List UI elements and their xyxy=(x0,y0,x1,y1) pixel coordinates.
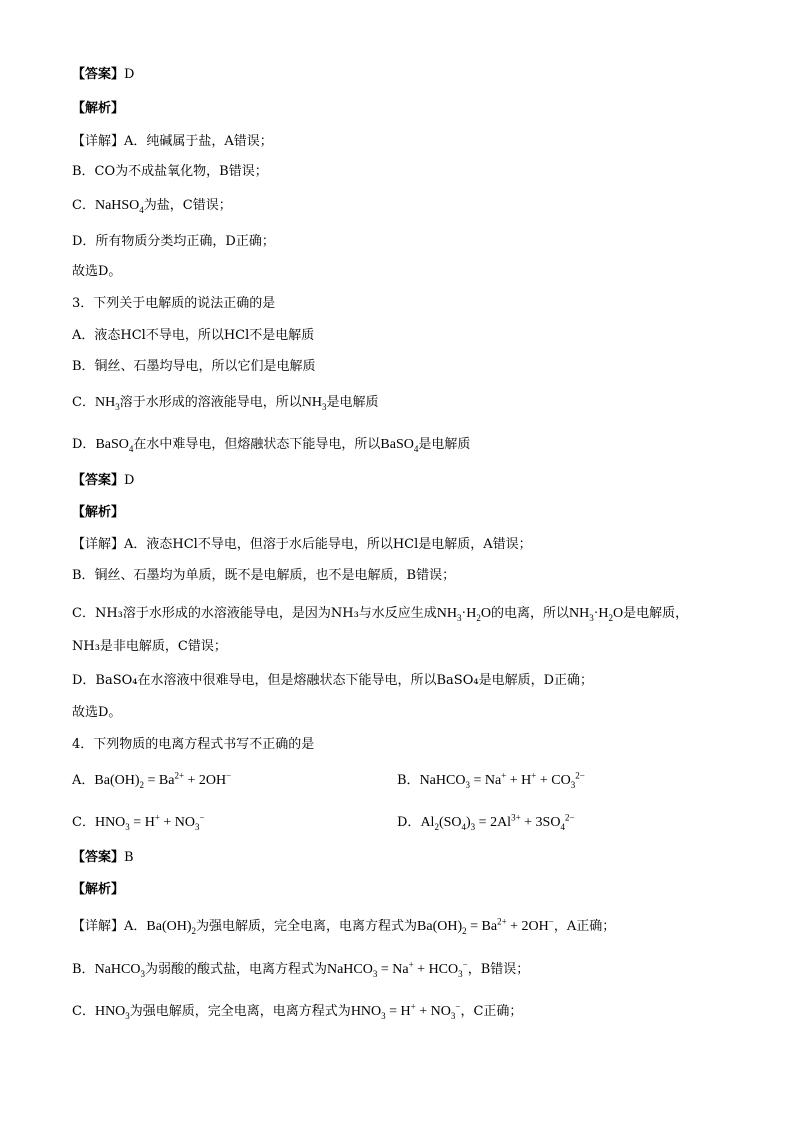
q3-detail-b: B．铜丝、石墨均为单质，既不是电解质，也不是电解质，B错误； xyxy=(72,568,456,583)
q2-analysis-tag: 【解析】 xyxy=(72,101,125,116)
q3-detail-d: D．BaSO₄在水溶液中很难导电，但是熔融状态下能导电，所以BaSO₄是电解质，D正确； xyxy=(72,673,594,688)
q2-detail-d: D．所有物质分类均正确，D正确； xyxy=(72,234,275,249)
q2-answer-line xyxy=(72,66,134,84)
q2-conclusion: 故选D。 xyxy=(72,264,122,279)
q3-detail-a: 【详解】A．液态HCl不导电，但溶于水后能导电，所以HCl是电解质，A错误； xyxy=(72,537,532,552)
answer-value: D xyxy=(124,67,135,82)
q4-stem: 4．下列物质的电离方程式书写不正确的是 xyxy=(72,737,315,752)
q3-conclusion: 故选D。 xyxy=(72,705,122,720)
q3-answer-line: 【答案】D xyxy=(72,473,135,488)
q4-answer-line: 【答案】B xyxy=(72,850,134,865)
q2-detail-b: B．CO为不成盐氧化物，B错误； xyxy=(72,164,268,179)
q4-detail-c: C．$HNO_3$为强电解质，完全电离，电离方程式为$HNO_3 = H^+ + NO_3^-$，C正确； xyxy=(72,1001,523,1021)
formula-nahso4: NaHSO$_4$ xyxy=(94,198,144,215)
q3-option-a: A．液态HCl不导电，所以HCl不是电解质 xyxy=(72,328,315,343)
q3-detail-c-cont: NH₃是非电解质，C错误； xyxy=(72,639,227,654)
q4-option-c: C．$HNO_3 = H^+ + NO_3^-$ xyxy=(72,812,205,832)
q4-detail-a: 【详解】A．$Ba(OH)_2$为强电解质，完全电离，电离方程式为$Ba(OH)_2 = Ba^{2+} + 2OH^-$，A正确； xyxy=(72,916,616,936)
q3-option-c: C．$NH_3$溶于水形成的溶液能导电，所以$NH_3$是电解质 xyxy=(72,395,379,412)
q4-analysis-tag: 【解析】 xyxy=(72,882,125,897)
q4-option-a: A．$Ba(OH)_2 = Ba^{2+} + 2OH^-$ xyxy=(72,770,232,790)
q3-analysis-tag: 【解析】 xyxy=(72,505,125,520)
q3-detail-c: C．NH₃溶于水形成的水溶液能导电，是因为NH₃与水反应生成$NH_3\cdot H_2O$的电离，所以$NH_3\cdot H_2O$是电解质， xyxy=(72,606,689,623)
answer-tag: 【答案】 xyxy=(72,67,125,82)
q3-option-d: D．BaSO$_4$在水中难导电，但熔融状态下能导电，所以BaSO$_4$是电解质 xyxy=(72,437,471,454)
q2-detail-a: 【详解】A．纯碱属于盐，A错误； xyxy=(72,134,273,149)
q2-detail-c: C．NaHSO$_4$为盐，C错误； xyxy=(72,198,232,215)
q3-option-b: B．铜丝、石墨均导电，所以它们是电解质 xyxy=(72,359,316,374)
q4-option-d: D．$Al_2(SO_4)_3 = 2Al^{3+} + 3SO_4^{2-}$ xyxy=(397,812,575,832)
q4-option-b: B．NaHCO$_3$ = $Na^+ + H^+ + CO_3^{2-}$ xyxy=(397,770,585,790)
q3-stem: 3．下列关于电解质的说法正确的是 xyxy=(72,296,276,311)
q4-detail-b: B．NaHCO$_3$为弱酸的酸式盐，电离方程式为NaHCO$_3$ = $Na^+ + HCO_3^-$，B错误； xyxy=(72,959,530,979)
